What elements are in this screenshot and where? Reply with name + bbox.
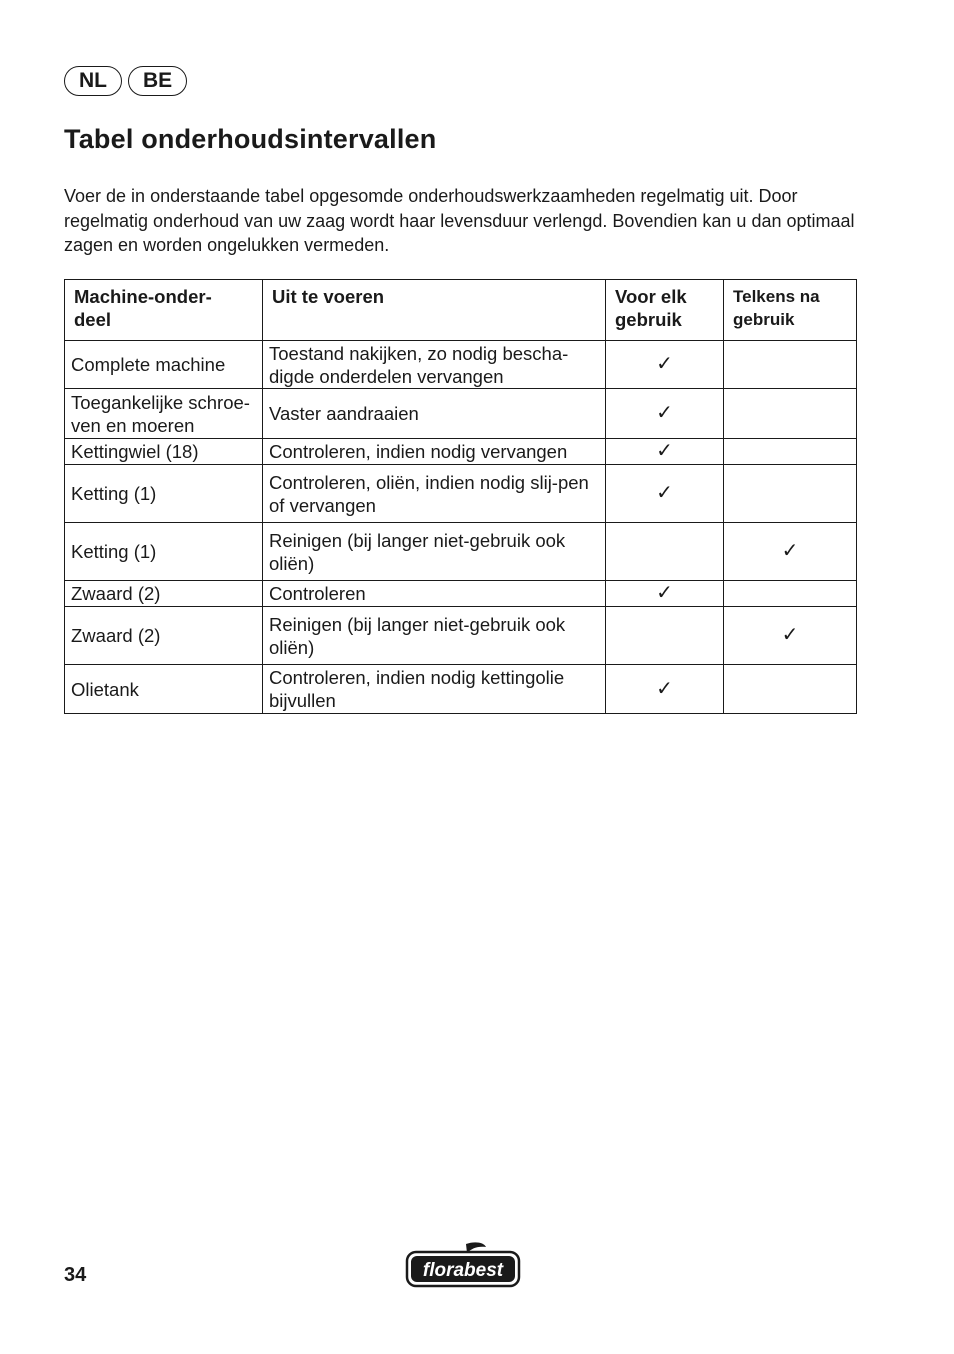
- cell-action: Reinigen (bij langer niet-gebruik ook oliën): [263, 523, 606, 581]
- cell-before-use: ✓: [606, 341, 724, 389]
- cell-after-use: ✓: [724, 523, 857, 581]
- header-part: Machine-onder- deel: [65, 280, 263, 341]
- table-row: [65, 607, 857, 665]
- language-badges: [64, 66, 187, 96]
- cell-before-use: [606, 523, 724, 581]
- cell-after-use: [724, 439, 857, 465]
- cell-action: Controleren, indien nodig kettingolie bijvullen: [263, 665, 606, 714]
- table-row: [65, 439, 857, 465]
- page-title: Tabel onderhoudsintervallen: [64, 124, 437, 154]
- cell-action: Reinigen (bij langer niet-gebruik ook oliën): [263, 607, 606, 665]
- language-badge-be: BE: [128, 66, 187, 96]
- cell-part: Kettingwiel (18): [65, 439, 263, 465]
- cell-after-use: [724, 581, 857, 607]
- svg-text:florabest: florabest: [422, 1260, 504, 1281]
- cell-after-use: [724, 665, 857, 714]
- table-row: [65, 341, 857, 389]
- table-row: [65, 581, 857, 607]
- table-header-row: [65, 280, 857, 341]
- cell-before-use: ✓: [606, 465, 724, 523]
- cell-part: Ketting (1): [65, 465, 263, 523]
- cell-action: Vaster aandraaien: [263, 389, 606, 439]
- cell-before-use: ✓: [606, 665, 724, 714]
- table-row: [65, 665, 857, 714]
- table-row: [65, 389, 857, 439]
- cell-part: Ketting (1): [65, 523, 263, 581]
- cell-action: Controleren: [263, 581, 606, 607]
- cell-part: Zwaard (2): [65, 581, 263, 607]
- cell-before-use: ✓: [606, 581, 724, 607]
- table-row: [65, 523, 857, 581]
- cell-after-use: [724, 341, 857, 389]
- cell-before-use: ✓: [606, 389, 724, 439]
- cell-after-use: ✓: [724, 607, 857, 665]
- florabest-logo: [404, 1240, 522, 1290]
- cell-after-use: [724, 465, 857, 523]
- cell-action: Controleren, indien nodig vervangen: [263, 439, 606, 465]
- cell-part: Complete machine: [65, 341, 263, 389]
- header-before-use: Voor elk gebruik: [606, 280, 724, 341]
- cell-after-use: [724, 389, 857, 439]
- table-body: [65, 341, 857, 714]
- header-action: Uit te voeren: [263, 280, 606, 341]
- table-row: [65, 465, 857, 523]
- cell-before-use: [606, 607, 724, 665]
- cell-part: Olietank: [65, 665, 263, 714]
- header-after-use: Telkens na gebruik: [724, 280, 857, 341]
- cell-action: Controleren, oliën, indien nodig slij-pen of vervangen: [263, 465, 606, 523]
- language-badge-nl: NL: [64, 66, 122, 96]
- cell-part: Toegankelijke schroe-ven en moeren: [65, 389, 263, 439]
- page-number: 34: [64, 1264, 87, 1286]
- maintenance-table: [64, 279, 857, 714]
- intro-paragraph: Voer de in onderstaande tabel opgesomde onderhoudswerkzaamheden regelmatig uit. Door regelmatig onderhoud van uw zaag wordt haar levensduur verlengd. Bovendien kan u dan optimaal zagen en worden ongelukken vermeden.: [64, 186, 855, 255]
- cell-before-use: ✓: [606, 439, 724, 465]
- cell-part: Zwaard (2): [65, 607, 263, 665]
- cell-action: Toestand nakijken, zo nodig bescha-digde onderdelen vervangen: [263, 341, 606, 389]
